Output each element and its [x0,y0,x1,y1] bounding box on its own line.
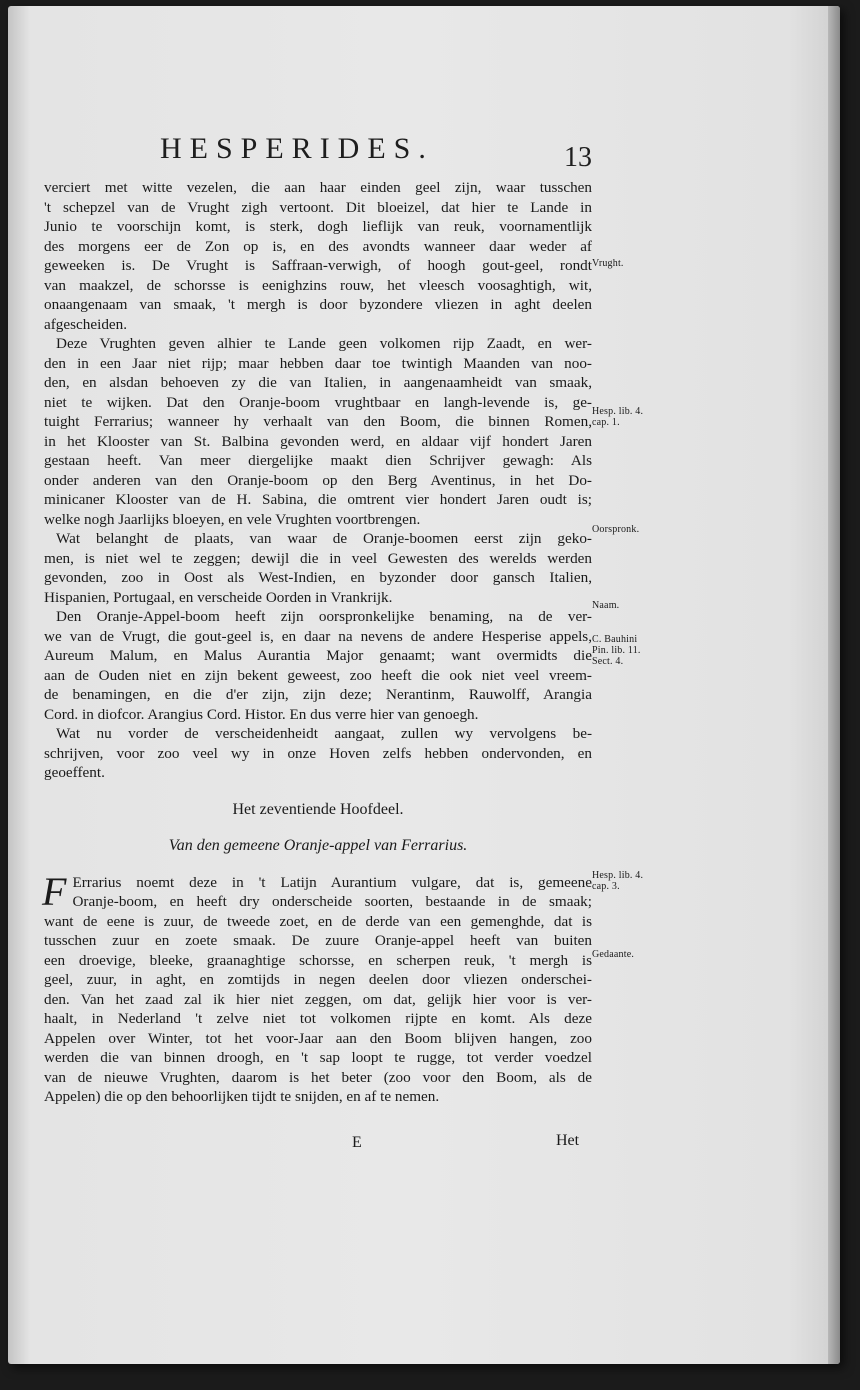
text-line: Appelen) die op den behoorlijken tijdt te snijden, en af te nemen. [44,1088,440,1105]
text-line: we van de Vrugt, die gout-geel is, en daar na nevens de andere Hesperise appels, [44,627,592,645]
margin-note-bauhini: C. Bauhini Pin. lib. 11. Sect. 4. [592,634,641,667]
margin-note-naam: Naam. [592,600,620,611]
text-line: Junio te voorschijn komt, is sterk, dogh lieflijk van reuk, voornamentlijk [44,218,592,235]
text-line: Wat nu vorder de verscheidenheidt aangaat, zullen wy vervolgens be- [56,725,592,742]
running-title: HESPERIDES. [160,132,434,165]
text-line: aan de Ouden niet en zijn bekent geweest, zoo heeft die ook niet veel vreem- [44,666,592,684]
catchword: Het [556,1132,580,1149]
text-line: den. Van het zaad zal ik hier niet zeggen, om dat, gelijk hier voor is ver- [44,990,592,1008]
text-line: een droevige, bleeke, graanaghtige schorsse, en scherpen reuk, 't mergh is [44,951,592,969]
signature-mark: E [352,1134,362,1151]
text-line: want de eene is zuur, de tweede zoet, en de derde van een gemenghde, dat is [44,912,592,930]
page-number: 13 [564,142,592,173]
margin-note-oorspronk: Oorspronk. [592,524,640,535]
chapter-subtitle: Van den gemeene Oranje-appel van Ferrarius. [168,837,468,854]
text-line: Deze Vrughten geven alhier te Lande geen volkomen rijp Zaadt, en wer- [56,335,592,352]
text-line: onder anderen van den Oranje-boom op den Berg Aventinus, in het Do- [44,471,592,489]
page-edge [828,6,840,1364]
text-line: in het Klooster van St. Balbina gevonden werd, en aldaar vijf hondert Jaren [44,432,592,450]
text-line: van de nieuwe Vrughten, daarom is het beter (zoo voor den Boom, als de [44,1068,592,1086]
text-line: Oranje-boom, en heeft dry onderscheide soorten, bestaande in de smaak; [72,893,592,910]
text-line: van maakzel, de schorsse is eenighzins rouw, het vleesch voosaghtigh, wit, [44,276,592,294]
text-line: gestaan heeft. Van meer diergelijke maakt dien Schrijver gewagh: Als [44,452,592,469]
text-line: geoeffent. [44,764,105,781]
text-line: 't schepzel van de Vrught zigh vertoont. Dit bloeizel, dat hier te Lande in [44,198,592,216]
text-line: onaangenaam van smaak, 't mergh is door byzondere vliezen in aght deelen [44,296,592,313]
text-line: welke nogh Jaarlijks bloeyen, en vele Vrughten voortbrengen. [44,510,421,528]
text-line: des morgens eer de Zon op is, en des avondts wanneer daar weder af [44,237,592,255]
text-line: Aureum Malum, en Malus Aurantia Major genaamt; want overmidts die [44,647,592,664]
text-line: tusschen zuur en zoete smaak. De zuure Oranje-appel heeft van buiten [44,932,592,949]
margin-note-gedaante: Gedaante. [592,949,635,960]
text-line: Cord. in diofcor. Arangius Cord. Histor. En dus verre hier van genoegh. [44,705,479,723]
book-page [8,6,840,1364]
text-line: Den Oranje-Appel-boom heeft zijn oorspronkelijke benaming, na de ver- [56,608,592,625]
text-line: geweeken is. De Vrught is Saffraan-verwigh, of hoogh gout-geel, rondt [44,257,592,274]
text-line: tuight Ferrarius; wanneer hy verhaalt van den Boom, die binnen Romen, [44,413,592,430]
text-line: den in een Jaar niet rijp; maar hebben daar toe twintigh Maanden van noo- [44,354,592,372]
text-line: de benamingen, en die d'er zijn, zijn deze; Nerantinm, Rauwolff, Arangia [44,686,592,703]
body-text [44,178,592,1107]
text-line: Appelen over Winter, tot het voor-Jaar aan den Boom blijven hangen, zoo [44,1029,592,1047]
text-line: afgescheiden. [44,315,128,333]
text-line: niet te wijken. Dat den Oranje-boom vrughtbaar en langh-levende is, ge- [44,393,592,411]
text-line: verciert met witte vezelen, die aan haar einden geel zijn, waar tusschen [44,179,592,196]
text-line: men, is niet wel te zeggen; dewijl die in veel Gewesten des werelds werden [44,549,592,567]
text-line: Errarius noemt deze in 't Latijn Aurantium vulgare, dat is, gemeene [72,873,592,891]
chapter-title: Het zeventiende Hoofdeel. [232,800,404,818]
text-line: Hispanien, Portugaal, en verscheide Oorden in Vrankrijk. [44,588,393,606]
text-line: Wat belanght de plaats, van waar de Oranje-boomen eerst zijn geko- [56,530,592,547]
margin-note-vrught: Vrught. [592,258,624,269]
text-line: geel, zuur, in aght, en zomtijds in negen deelen door vliezen onderschei- [44,971,592,988]
text-line: haalt, in Nederland 't zelve niet tot volkomen rijpte en komt. Als deze [44,1010,592,1027]
margin-note-hesp-lib-4-cap-1: Hesp. lib. 4. cap. 1. [592,406,644,428]
margin-note-hesp-lib-4-cap-3: Hesp. lib. 4. cap. 3. [592,870,644,892]
text-line: den, en alsdan behoeven zy die van Italien, in aangenaamheidt van smaak, [44,374,592,391]
text-line: gevonden, zoo in Oost als West-Indien, en byzonder door gansch Italien, [44,569,592,586]
text-line: schrijven, voor zoo veel wy in onze Hoven zelfs hebben ondervonden, en [44,744,592,762]
text-line: werden die van binnen droogh, en 't sap loopt te rugge, tot verder voedzel [44,1049,592,1066]
drop-cap: F [42,868,67,914]
text-line: minicaner Klooster van de H. Sabina, die omtrent vier hondert Jaren oudt is; [44,491,592,508]
